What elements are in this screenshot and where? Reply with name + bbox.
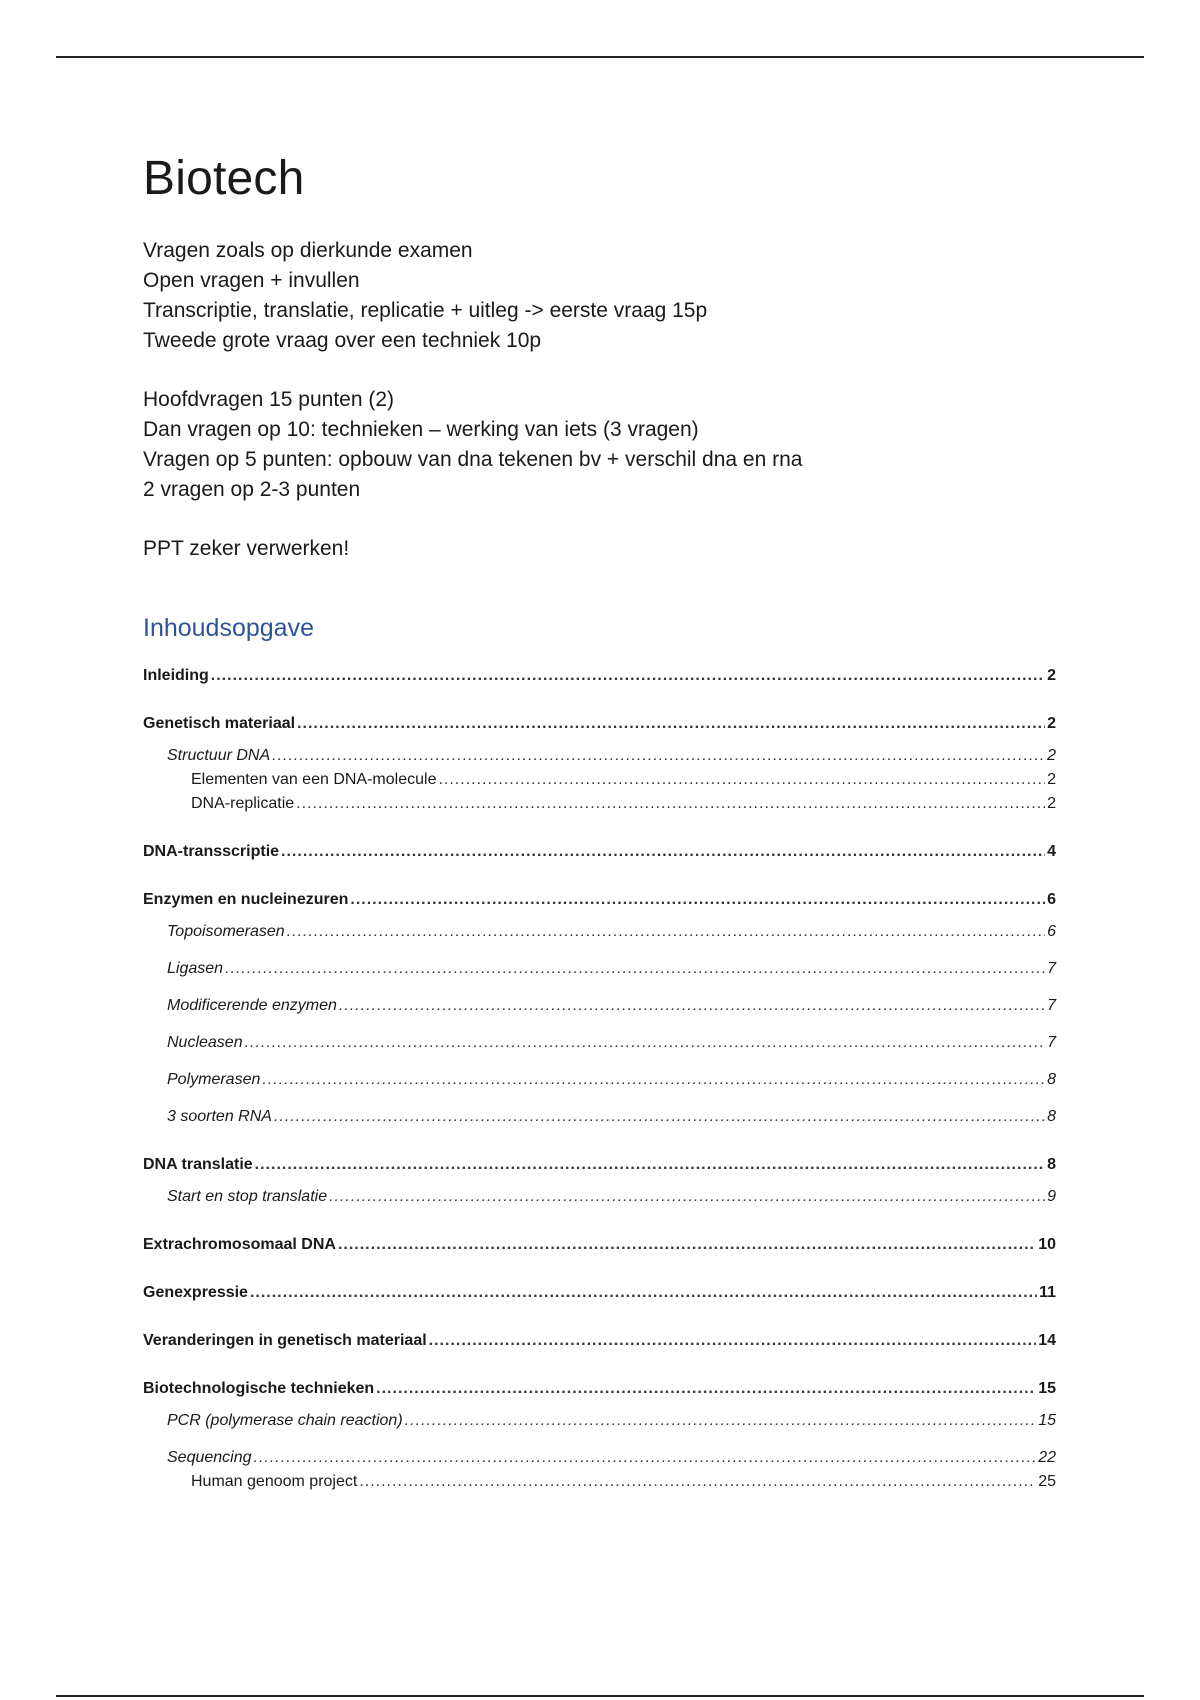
toc-entry-page: 7 [1047,960,1056,977]
toc-entry-page: 2 [1047,747,1056,764]
toc-entry[interactable] [143,1281,1056,1305]
toc-entry[interactable] [143,1105,1056,1129]
document-title: Biotech [143,152,305,205]
toc-entry-label: Start en stop translatie [167,1188,328,1205]
toc-entry-page: 11 [1039,1284,1056,1301]
toc-entry-page: 25 [1038,1473,1056,1490]
intro-line: Transcriptie, translatie, replicatie + uitleg -> eerste vraag 15p [143,299,708,322]
toc-entry-label: Ligasen [167,960,224,977]
toc-entry-label: Nucleasen [167,1034,243,1051]
intro-text [143,236,1055,564]
toc-entry[interactable] [143,1153,1056,1177]
toc-entry-label: Genetisch materiaal [143,715,296,732]
intro-line: Vragen zoals op dierkunde examen [143,239,473,262]
toc-entry-page: 15 [1038,1380,1056,1397]
toc-entry-page: 6 [1047,891,1056,908]
toc-entry-page: 15 [1038,1412,1056,1429]
points-line: Dan vragen op 10: technieken – werking van iets (3 vragen) [143,418,699,441]
toc-entry[interactable] [143,1377,1056,1401]
toc-entry[interactable] [143,1031,1056,1055]
toc-entry[interactable] [143,1068,1056,1092]
toc-entry-page: 2 [1047,771,1056,788]
toc-entry-label: DNA-transscriptie [143,843,280,860]
toc-entry-label: Polymerasen [167,1071,261,1088]
toc-entry[interactable] [143,1233,1056,1257]
toc-entry-label: Topoisomerasen [167,923,285,940]
toc-entry[interactable] [143,712,1056,736]
toc-entry-page: 2 [1047,795,1056,812]
toc-entry-label: Biotechnologische technieken [143,1380,375,1397]
toc-entry-label: 3 soorten RNA [167,1108,272,1125]
toc-entry-label: Sequencing [167,1449,252,1466]
toc-entry-label: Veranderingen in genetisch materiaal [143,1332,427,1349]
toc-entry[interactable] [143,888,1056,912]
points-line: Vragen op 5 punten: opbouw van dna tekenen bv + verschil dna en rna [143,448,803,471]
header-rule [56,56,1144,58]
toc-entry-label: Extrachromosomaal DNA [143,1236,336,1253]
toc-entry-label: PCR (polymerase chain reaction) [167,1412,403,1429]
toc-entry-page: 9 [1047,1188,1056,1205]
toc-entry-page: 7 [1047,997,1056,1014]
table-of-contents [143,664,1056,1494]
toc-entry-page: 2 [1047,667,1056,684]
toc-entry-page: 4 [1047,843,1056,860]
toc-entry[interactable] [143,1409,1056,1433]
toc-heading: Inhoudsopgave [143,614,314,642]
document-page [143,145,1055,1494]
toc-entry-label: DNA-replicatie [191,795,295,812]
points-line: 2 vragen op 2-3 punten [143,478,361,501]
toc-entry-page: 2 [1047,715,1056,732]
note-line: PPT zeker verwerken! [143,537,350,560]
toc-entry-page: 7 [1047,1034,1056,1051]
toc-entry[interactable] [143,768,1056,792]
toc-entry-page: 22 [1038,1449,1056,1466]
toc-entry-page: 14 [1038,1332,1056,1349]
intro-line: Tweede grote vraag over een techniek 10p [143,329,542,352]
toc-entry-label: Genexpressie [143,1284,248,1301]
toc-entry-label: Modificerende enzymen [167,997,337,1014]
points-line: Hoofdvragen 15 punten (2) [143,388,395,411]
toc-entry[interactable] [143,1470,1056,1494]
toc-entry[interactable] [143,1446,1056,1470]
toc-entry-label: Structuur DNA [167,747,271,764]
toc-entry[interactable] [143,792,1056,816]
intro-line: Open vragen + invullen [143,269,360,292]
toc-entry[interactable] [143,957,1056,981]
toc-entry[interactable] [143,744,1056,768]
toc-entry-label: Elementen van een DNA-molecule [191,771,437,788]
toc-entry-page: 8 [1047,1071,1056,1088]
toc-entry-label: Human genoom project [191,1473,358,1490]
toc-entry-page: 8 [1047,1156,1056,1173]
toc-entry-page: 10 [1038,1236,1056,1253]
footer-rule [56,1695,1144,1697]
toc-entry-label: Inleiding [143,667,209,684]
toc-entry-page: 8 [1047,1108,1056,1125]
toc-entry[interactable] [143,1185,1056,1209]
toc-entry-label: Enzymen en nucleinezuren [143,891,349,908]
toc-entry[interactable] [143,840,1056,864]
toc-entry[interactable] [143,920,1056,944]
toc-entry[interactable] [143,664,1056,688]
toc-entry[interactable] [143,1329,1056,1353]
toc-entry-page: 6 [1047,923,1056,940]
toc-entry-label: DNA translatie [143,1156,253,1173]
toc-entry[interactable] [143,994,1056,1018]
